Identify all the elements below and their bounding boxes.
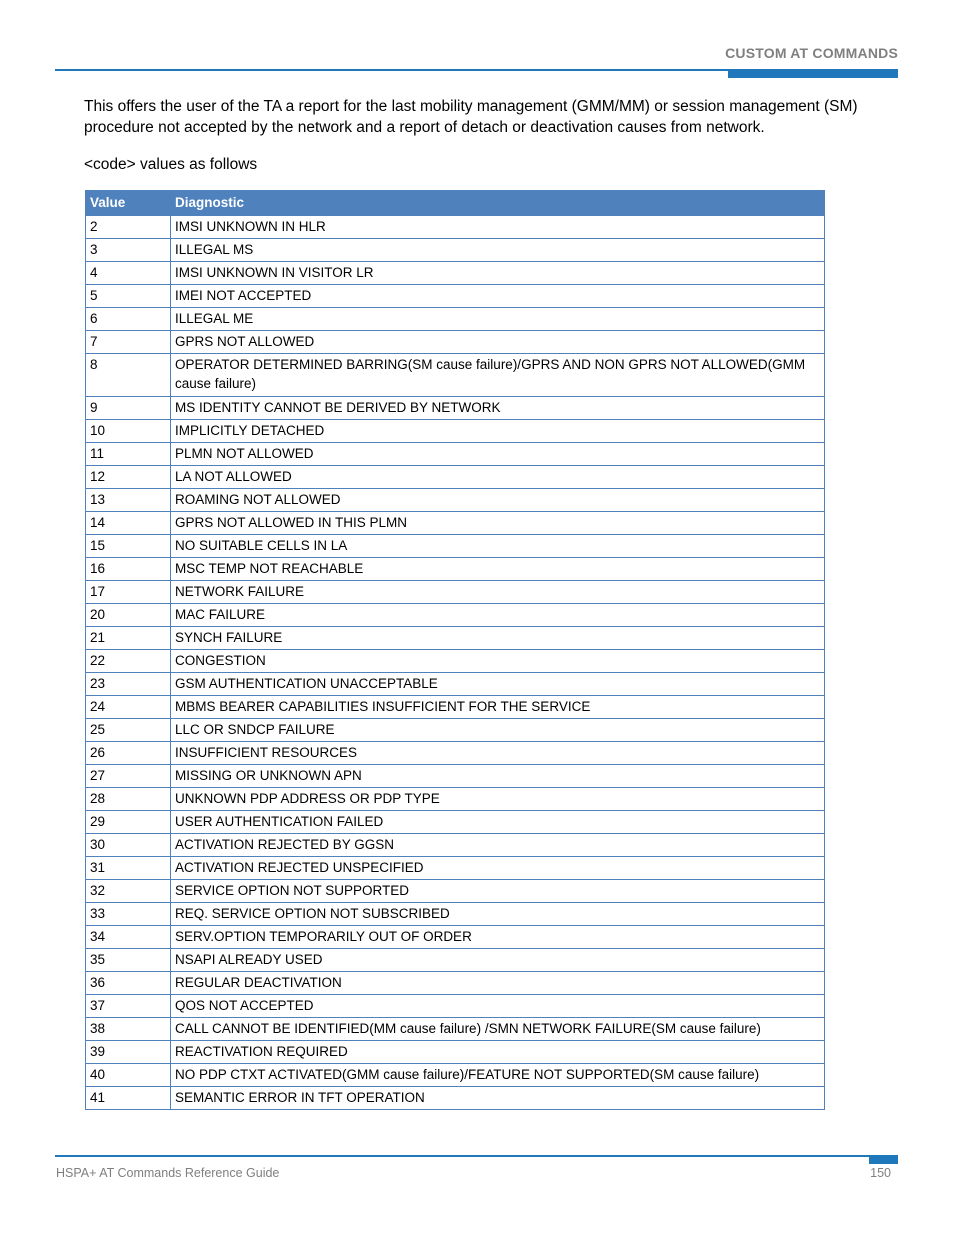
value-cell: 6 xyxy=(86,308,171,331)
value-cell: 29 xyxy=(86,811,171,834)
value-cell: 28 xyxy=(86,788,171,811)
diagnostic-cell: LA NOT ALLOWED xyxy=(171,466,825,489)
value-cell: 24 xyxy=(86,696,171,719)
diagnostic-cell: MBMS BEARER CAPABILITIES INSUFFICIENT FOR THE SERVICE xyxy=(171,696,825,719)
table-row xyxy=(86,420,825,443)
value-cell: 23 xyxy=(86,673,171,696)
value-cell: 2 xyxy=(86,216,171,239)
value-cell: 12 xyxy=(86,466,171,489)
diagnostic-table xyxy=(85,190,825,1110)
value-cell: 35 xyxy=(86,949,171,972)
value-cell: 34 xyxy=(86,926,171,949)
value-cell: 11 xyxy=(86,443,171,466)
table-row xyxy=(86,880,825,903)
table-row xyxy=(86,535,825,558)
value-cell: 30 xyxy=(86,834,171,857)
value-cell: 8 xyxy=(86,354,171,397)
value-cell: 9 xyxy=(86,397,171,420)
value-cell: 33 xyxy=(86,903,171,926)
page-number: 150 xyxy=(870,1166,891,1180)
table-row xyxy=(86,903,825,926)
table-row xyxy=(86,397,825,420)
table-row xyxy=(86,834,825,857)
diagnostic-cell: CALL CANNOT BE IDENTIFIED(MM cause failure) /SMN NETWORK FAILURE(SM cause failure) xyxy=(171,1018,825,1041)
table-row xyxy=(86,1018,825,1041)
diagnostic-cell: ROAMING NOT ALLOWED xyxy=(171,489,825,512)
value-cell: 41 xyxy=(86,1087,171,1110)
table-row xyxy=(86,443,825,466)
table-row xyxy=(86,788,825,811)
diagnostic-cell: QOS NOT ACCEPTED xyxy=(171,995,825,1018)
diagnostic-cell: SEMANTIC ERROR IN TFT OPERATION xyxy=(171,1087,825,1110)
value-cell: 10 xyxy=(86,420,171,443)
table-row xyxy=(86,262,825,285)
diagnostic-cell: PLMN NOT ALLOWED xyxy=(171,443,825,466)
diagnostic-cell: GSM AUTHENTICATION UNACCEPTABLE xyxy=(171,673,825,696)
diagnostic-cell: REACTIVATION REQUIRED xyxy=(171,1041,825,1064)
value-cell: 22 xyxy=(86,650,171,673)
diagnostic-cell: MSC TEMP NOT REACHABLE xyxy=(171,558,825,581)
diagnostic-cell: MISSING OR UNKNOWN APN xyxy=(171,765,825,788)
table-row xyxy=(86,308,825,331)
diagnostic-cell: INSUFFICIENT RESOURCES xyxy=(171,742,825,765)
footer-guide-title: HSPA+ AT Commands Reference Guide xyxy=(56,1166,280,1180)
diagnostic-cell: MAC FAILURE xyxy=(171,604,825,627)
value-cell: 25 xyxy=(86,719,171,742)
value-cell: 5 xyxy=(86,285,171,308)
table-body xyxy=(86,216,825,1110)
diagnostic-cell: GPRS NOT ALLOWED IN THIS PLMN xyxy=(171,512,825,535)
value-cell: 39 xyxy=(86,1041,171,1064)
diagnostic-cell: REQ. SERVICE OPTION NOT SUBSCRIBED xyxy=(171,903,825,926)
table-row xyxy=(86,926,825,949)
diagnostic-cell: ILLEGAL ME xyxy=(171,308,825,331)
value-cell: 4 xyxy=(86,262,171,285)
column-header-value: Value xyxy=(86,191,171,216)
value-cell: 14 xyxy=(86,512,171,535)
table-row xyxy=(86,765,825,788)
header-accent-block xyxy=(728,69,898,78)
table-row xyxy=(86,627,825,650)
value-cell: 31 xyxy=(86,857,171,880)
diagnostic-cell: LLC OR SNDCP FAILURE xyxy=(171,719,825,742)
footer-accent-block xyxy=(869,1155,898,1164)
value-cell: 21 xyxy=(86,627,171,650)
diagnostic-cell: SERVICE OPTION NOT SUPPORTED xyxy=(171,880,825,903)
diagnostic-cell: ILLEGAL MS xyxy=(171,239,825,262)
table-header-row xyxy=(86,191,825,216)
table-row xyxy=(86,581,825,604)
table-row xyxy=(86,558,825,581)
diagnostic-cell: NO PDP CTXT ACTIVATED(GMM cause failure)/FEATURE NOT SUPPORTED(SM cause failure) xyxy=(171,1064,825,1087)
table-row xyxy=(86,239,825,262)
table-row xyxy=(86,972,825,995)
value-cell: 13 xyxy=(86,489,171,512)
diagnostic-cell: OPERATOR DETERMINED BARRING(SM cause failure)/GPRS AND NON GPRS NOT ALLOWED(GMM cause failure) xyxy=(171,354,825,397)
value-cell: 20 xyxy=(86,604,171,627)
table-row xyxy=(86,696,825,719)
codes-label: <code> values as follows xyxy=(84,156,258,173)
table-row xyxy=(86,857,825,880)
table-row xyxy=(86,604,825,627)
diagnostic-cell: IMPLICITLY DETACHED xyxy=(171,420,825,443)
value-cell: 40 xyxy=(86,1064,171,1087)
table-row xyxy=(86,719,825,742)
diagnostic-cell: NSAPI ALREADY USED xyxy=(171,949,825,972)
footer-rule xyxy=(55,1155,898,1157)
value-cell: 36 xyxy=(86,972,171,995)
value-cell: 7 xyxy=(86,331,171,354)
table-row xyxy=(86,995,825,1018)
table-row xyxy=(86,1064,825,1087)
diagnostic-cell: USER AUTHENTICATION FAILED xyxy=(171,811,825,834)
section-title: CUSTOM AT COMMANDS xyxy=(725,45,898,61)
value-cell: 32 xyxy=(86,880,171,903)
table-row xyxy=(86,811,825,834)
table-row xyxy=(86,354,825,397)
value-cell: 3 xyxy=(86,239,171,262)
table-row xyxy=(86,742,825,765)
value-cell: 27 xyxy=(86,765,171,788)
diagnostic-cell: IMSI UNKNOWN IN HLR xyxy=(171,216,825,239)
table-row xyxy=(86,489,825,512)
value-cell: 17 xyxy=(86,581,171,604)
diagnostic-cell: NETWORK FAILURE xyxy=(171,581,825,604)
value-cell: 38 xyxy=(86,1018,171,1041)
value-cell: 15 xyxy=(86,535,171,558)
table-row xyxy=(86,512,825,535)
diagnostic-cell: IMEI NOT ACCEPTED xyxy=(171,285,825,308)
diagnostic-cell: ACTIVATION REJECTED UNSPECIFIED xyxy=(171,857,825,880)
diagnostic-cell: UNKNOWN PDP ADDRESS OR PDP TYPE xyxy=(171,788,825,811)
table-row xyxy=(86,466,825,489)
diagnostic-cell: MS IDENTITY CANNOT BE DERIVED BY NETWORK xyxy=(171,397,825,420)
table-row xyxy=(86,650,825,673)
diagnostic-cell: GPRS NOT ALLOWED xyxy=(171,331,825,354)
table-row xyxy=(86,949,825,972)
diagnostic-cell: IMSI UNKNOWN IN VISITOR LR xyxy=(171,262,825,285)
table-row xyxy=(86,1087,825,1110)
diagnostic-cell: NO SUITABLE CELLS IN LA xyxy=(171,535,825,558)
table-row xyxy=(86,673,825,696)
diagnostic-cell: SERV.OPTION TEMPORARILY OUT OF ORDER xyxy=(171,926,825,949)
diagnostic-cell: ACTIVATION REJECTED BY GGSN xyxy=(171,834,825,857)
intro-paragraph: This offers the user of the TA a report for the last mobility management (GMM/MM) or session management (SM) procedure not accepted by the network and a report of detach or deactivation causes from network. xyxy=(84,98,858,136)
table-row xyxy=(86,216,825,239)
table-row xyxy=(86,285,825,308)
value-cell: 37 xyxy=(86,995,171,1018)
table-row xyxy=(86,331,825,354)
value-cell: 26 xyxy=(86,742,171,765)
value-cell: 16 xyxy=(86,558,171,581)
table-row xyxy=(86,1041,825,1064)
diagnostic-cell: REGULAR DEACTIVATION xyxy=(171,972,825,995)
diagnostic-cell: CONGESTION xyxy=(171,650,825,673)
diagnostic-cell: SYNCH FAILURE xyxy=(171,627,825,650)
column-header-diagnostic: Diagnostic xyxy=(171,191,825,216)
